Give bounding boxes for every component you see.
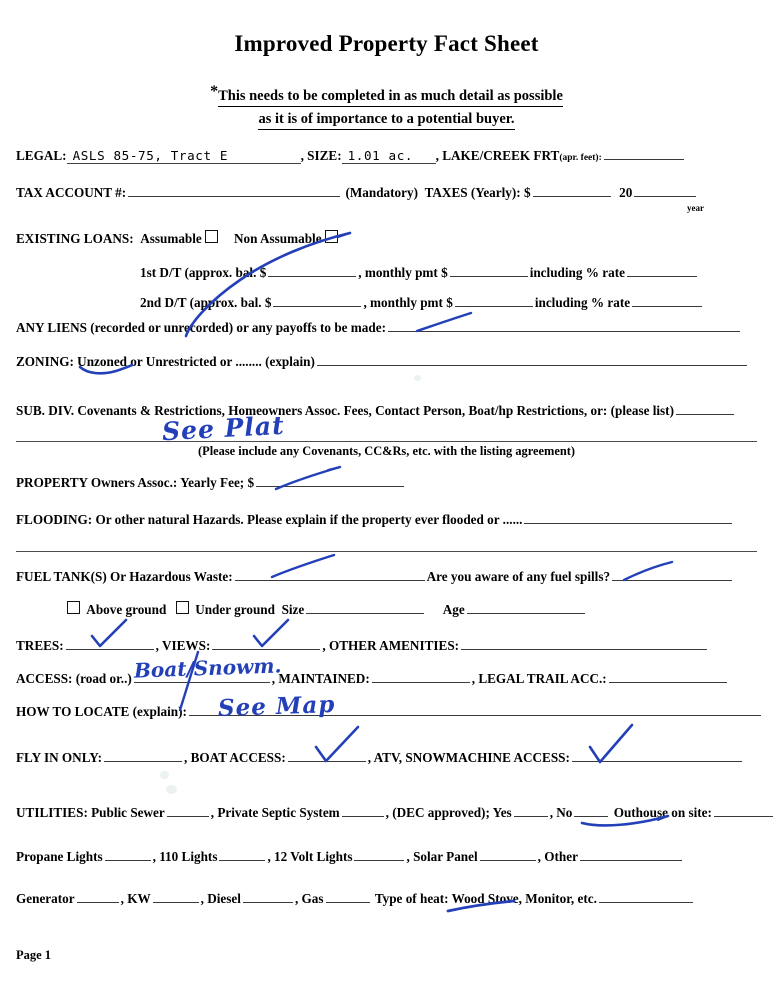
subdivision-continuation-rule[interactable] [16, 441, 757, 442]
legal-label: LEGAL: [16, 148, 67, 163]
tax-account-input[interactable] [128, 184, 340, 197]
power-row [16, 890, 695, 907]
propane-lights-label: Propane Lights [16, 849, 103, 864]
first-dt-label: 1st D/T (approx. bal. $ [140, 265, 267, 280]
dec-no-label: , No [549, 805, 573, 820]
other-lights-label: , Other [537, 849, 578, 864]
first-dt-monthly-input[interactable] [450, 264, 528, 277]
type-of-heat-label: Type of heat: Wood Stove, Monitor, etc. [374, 891, 597, 906]
mandatory-note: (Mandatory) [345, 185, 418, 200]
dec-yes-input[interactable] [514, 804, 548, 817]
tax-account-label: TAX ACCOUNT #: [16, 185, 127, 200]
utilities-row [16, 804, 773, 821]
fuel-tank-input[interactable] [235, 568, 425, 581]
size-comma: , [435, 148, 439, 163]
snowmachine-access-input[interactable] [572, 749, 742, 762]
second-dt-row [140, 294, 704, 311]
second-dt-rate-input[interactable] [632, 294, 702, 307]
first-dt-rate-label: including % rate [529, 265, 625, 280]
lights-row [16, 848, 684, 865]
zoning-label: ZONING: Unzoned or Unrestricted or ........ (explain) [16, 354, 315, 369]
second-dt-comma: , [363, 295, 367, 310]
size-label: SIZE: [307, 148, 342, 163]
diesel-label: , Diesel [200, 891, 241, 906]
lake-creek-sublabel: (apr. feet): [559, 153, 602, 163]
dec-approved-label: , (DEC approved); Yes [385, 805, 512, 820]
septic-input[interactable] [342, 804, 384, 817]
fuel-spills-label: Are you aware of any fuel spills? [426, 569, 611, 584]
amenities-row [16, 637, 709, 654]
boat-access-label: , BOAT ACCESS: [184, 750, 286, 765]
zoning-row [16, 353, 749, 370]
fuel-size-input[interactable] [306, 601, 424, 614]
fuel-spills-input[interactable] [612, 568, 732, 581]
access-label: ACCESS: (road or..) [16, 671, 132, 686]
flooding-continuation-rule[interactable] [16, 551, 757, 552]
fuel-tank-label: FUEL TANK(S) Or Hazardous Waste: [16, 569, 233, 584]
other-amenities-label: , OTHER AMENITIES: [322, 638, 460, 653]
second-dt-balance-input[interactable] [273, 294, 361, 307]
views-input[interactable] [212, 637, 320, 650]
legal-comma: , [300, 148, 304, 163]
type-of-heat-input[interactable] [599, 890, 693, 903]
solar-panel-input[interactable] [480, 848, 536, 861]
taxes-yearly-input[interactable] [533, 184, 611, 197]
legal-row [16, 147, 686, 164]
views-label: , VIEWS: [155, 638, 211, 653]
page-title: Improved Property Fact Sheet [234, 31, 539, 56]
ink-handwriting-access: Boat/Snowm. [133, 653, 282, 683]
size-input[interactable]: 1.01 ac. [342, 148, 436, 164]
legal-trail-input[interactable] [609, 670, 727, 683]
scan-artifact [166, 785, 177, 794]
second-dt-monthly-input[interactable] [455, 294, 533, 307]
access-input[interactable] [134, 670, 270, 683]
other-amenities-input[interactable] [461, 637, 707, 650]
tax-account-row [16, 184, 698, 201]
propane-lights-input[interactable] [105, 848, 151, 861]
dec-no-input[interactable] [574, 804, 608, 817]
first-dt-balance-input[interactable] [268, 264, 356, 277]
kw-input[interactable] [153, 890, 199, 903]
first-dt-monthly-label: monthly pmt $ [364, 265, 448, 280]
gas-input[interactable] [326, 890, 370, 903]
subdivision-row [16, 402, 736, 419]
subdivision-note: (Please include any Covenants, CC&Rs, etc. with the listing agreement) [198, 444, 575, 458]
subtitle-asterisk: * [210, 83, 219, 100]
second-dt-monthly-label: monthly pmt $ [370, 295, 453, 310]
subdivision-label: SUB. DIV. Covenants & Restrictions, Homeowners Assoc. Fees, Contact Person, Boat/hp Restrictions, or: (please list) [16, 403, 674, 418]
scan-artifact [160, 771, 169, 779]
septic-label: , Private Septic System [210, 805, 340, 820]
boat-access-input[interactable] [288, 749, 366, 762]
first-dt-row [140, 264, 699, 281]
flooding-label: FLOODING: Or other natural Hazards. Please explain if the property ever flooded or ...... [16, 512, 523, 527]
fly-in-only-label: FLY IN ONLY: [16, 750, 102, 765]
lake-creek-input[interactable] [604, 147, 684, 160]
access-modes-row [16, 749, 744, 766]
under-ground-label: Under ground [195, 602, 275, 617]
fuel-age-input[interactable] [467, 601, 585, 614]
property-owners-assoc-input[interactable] [256, 474, 404, 487]
trees-label: TREES: [16, 638, 64, 653]
existing-loans-label: EXISTING LOANS: [16, 231, 134, 246]
kw-label: , KW [120, 891, 151, 906]
ink-handwriting-see-map: See Map [217, 690, 336, 723]
ink-handwriting-see-plat: See Plat [161, 410, 286, 447]
liens-row [16, 319, 742, 336]
above-ground-checkbox[interactable] [67, 601, 80, 614]
year-prefix: 20 [619, 185, 633, 200]
other-lights-input[interactable] [580, 848, 682, 861]
access-row [16, 670, 729, 687]
property-owners-assoc-label: PROPERTY Owners Assoc.: Yearly Fee; $ [16, 475, 255, 490]
legal-input[interactable]: ASLS 85-75, Tract E [67, 148, 301, 164]
trees-input[interactable] [66, 637, 154, 650]
outhouse-label: Outhouse on site: [613, 805, 712, 820]
utilities-label: UTILITIES: Public Sewer [16, 805, 165, 820]
lake-creek-label: LAKE/CREEK FRT [442, 148, 560, 163]
fuel-age-label: Age [442, 602, 465, 617]
fly-in-only-input[interactable] [104, 749, 182, 762]
liens-input[interactable] [388, 319, 740, 332]
maintained-label: , MAINTAINED: [271, 671, 370, 686]
snowmachine-access-label: , ATV, SNOWMACHINE ACCESS: [367, 750, 570, 765]
second-dt-rate-label: including % rate [534, 295, 631, 310]
how-to-locate-row [16, 703, 763, 720]
assumable-label: Assumable [140, 231, 202, 246]
zoning-input[interactable] [317, 353, 747, 366]
year-input[interactable] [634, 184, 696, 197]
scan-artifact [414, 375, 421, 381]
taxes-yearly-label: TAXES (Yearly): $ [424, 185, 531, 200]
year-caption: year [687, 203, 704, 213]
property-owners-assoc-row [16, 474, 406, 491]
legal-trail-label: , LEGAL TRAIL ACC.: [471, 671, 607, 686]
12-volt-lights-input[interactable] [354, 848, 404, 861]
generator-label: Generator [16, 891, 75, 906]
110-lights-label: , 110 Lights [152, 849, 218, 864]
under-ground-checkbox[interactable] [176, 601, 189, 614]
non-assumable-label: Non Assumable [233, 231, 322, 246]
first-dt-rate-input[interactable] [627, 264, 697, 277]
subtitle-line-2: as it is of importance to a potential buyer. [258, 110, 514, 130]
fuel-tank-type-row [64, 601, 587, 618]
fuel-tank-row [16, 568, 734, 585]
first-dt-comma: , [358, 265, 362, 280]
12-volt-lights-label: , 12 Volt Lights [267, 849, 353, 864]
gas-label: , Gas [294, 891, 324, 906]
solar-panel-label: , Solar Panel [406, 849, 478, 864]
fuel-size-label: Size [281, 602, 305, 617]
how-to-locate-label: HOW TO LOCATE (explain): [16, 704, 187, 719]
second-dt-label: 2nd D/T (approx. bal. $ [140, 295, 272, 310]
flooding-input[interactable] [524, 511, 732, 524]
outhouse-input[interactable] [714, 804, 773, 817]
public-sewer-input[interactable] [167, 804, 209, 817]
how-to-locate-input[interactable] [189, 703, 761, 716]
110-lights-input[interactable] [219, 848, 265, 861]
subtitle-block [0, 82, 773, 130]
diesel-input[interactable] [243, 890, 293, 903]
existing-loans-row [16, 230, 341, 247]
generator-input[interactable] [77, 890, 119, 903]
subdivision-input[interactable] [676, 402, 734, 415]
assumable-checkbox[interactable] [205, 230, 218, 243]
liens-label: ANY LIENS (recorded or unrecorded) or any payoffs to be made: [16, 320, 386, 335]
subtitle-line-1: This needs to be completed in as much detail as possible [218, 87, 563, 107]
maintained-input[interactable] [372, 670, 470, 683]
above-ground-label: Above ground [86, 602, 167, 617]
page-number: Page 1 [16, 948, 52, 962]
flooding-row [16, 511, 734, 528]
non-assumable-checkbox[interactable] [325, 230, 338, 243]
